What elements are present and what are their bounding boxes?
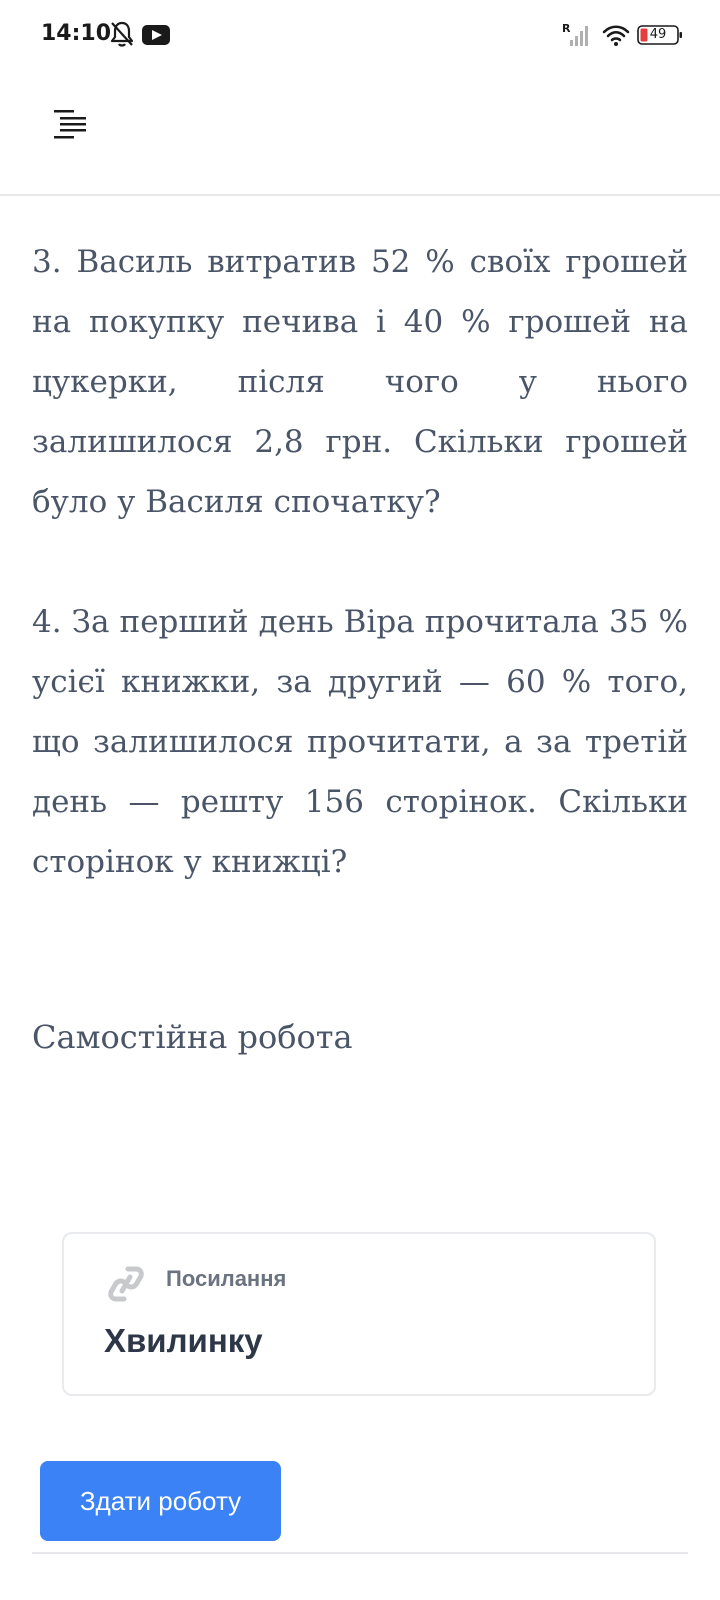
link-title[interactable]: Хвилинку: [104, 1322, 263, 1359]
youtube-icon: [142, 25, 170, 45]
section-title: Самостійна робота: [32, 1018, 353, 1056]
signal-roaming-icon: [562, 22, 592, 48]
divider: [32, 1552, 688, 1554]
battery-icon: [637, 25, 683, 45]
app-header: [0, 70, 720, 196]
assignment-content: [32, 232, 688, 892]
submit-work-button[interactable]: Здати роботу: [40, 1461, 281, 1541]
bell-off-icon: [109, 20, 135, 48]
svg-text:R: R: [562, 22, 571, 35]
status-time: 14:10: [41, 21, 112, 46]
link-type-label: Посилання: [166, 1266, 287, 1291]
link-card[interactable]: [62, 1232, 656, 1396]
link-icon: [108, 1263, 144, 1305]
status-bar: [0, 0, 720, 70]
battery-level: 49: [649, 27, 667, 42]
menu-icon[interactable]: [52, 108, 90, 142]
problem-3-text: 3. Василь витратив 52 % своїх грошей на покупку печива і 40 % грошей на цукерки, після чого у нього залишилося 2,8 грн. Скільки грошей було у Василя спочатку?: [32, 244, 688, 520]
wifi-icon: [602, 22, 630, 48]
problem-4-text: 4. За перший день Віра прочитала 35 % усієї книжки, за другий — 60 % того, що залишилося прочитати, а за третій день — решту 156 сторінок. Скільки сторінок у книжці?: [32, 604, 688, 880]
